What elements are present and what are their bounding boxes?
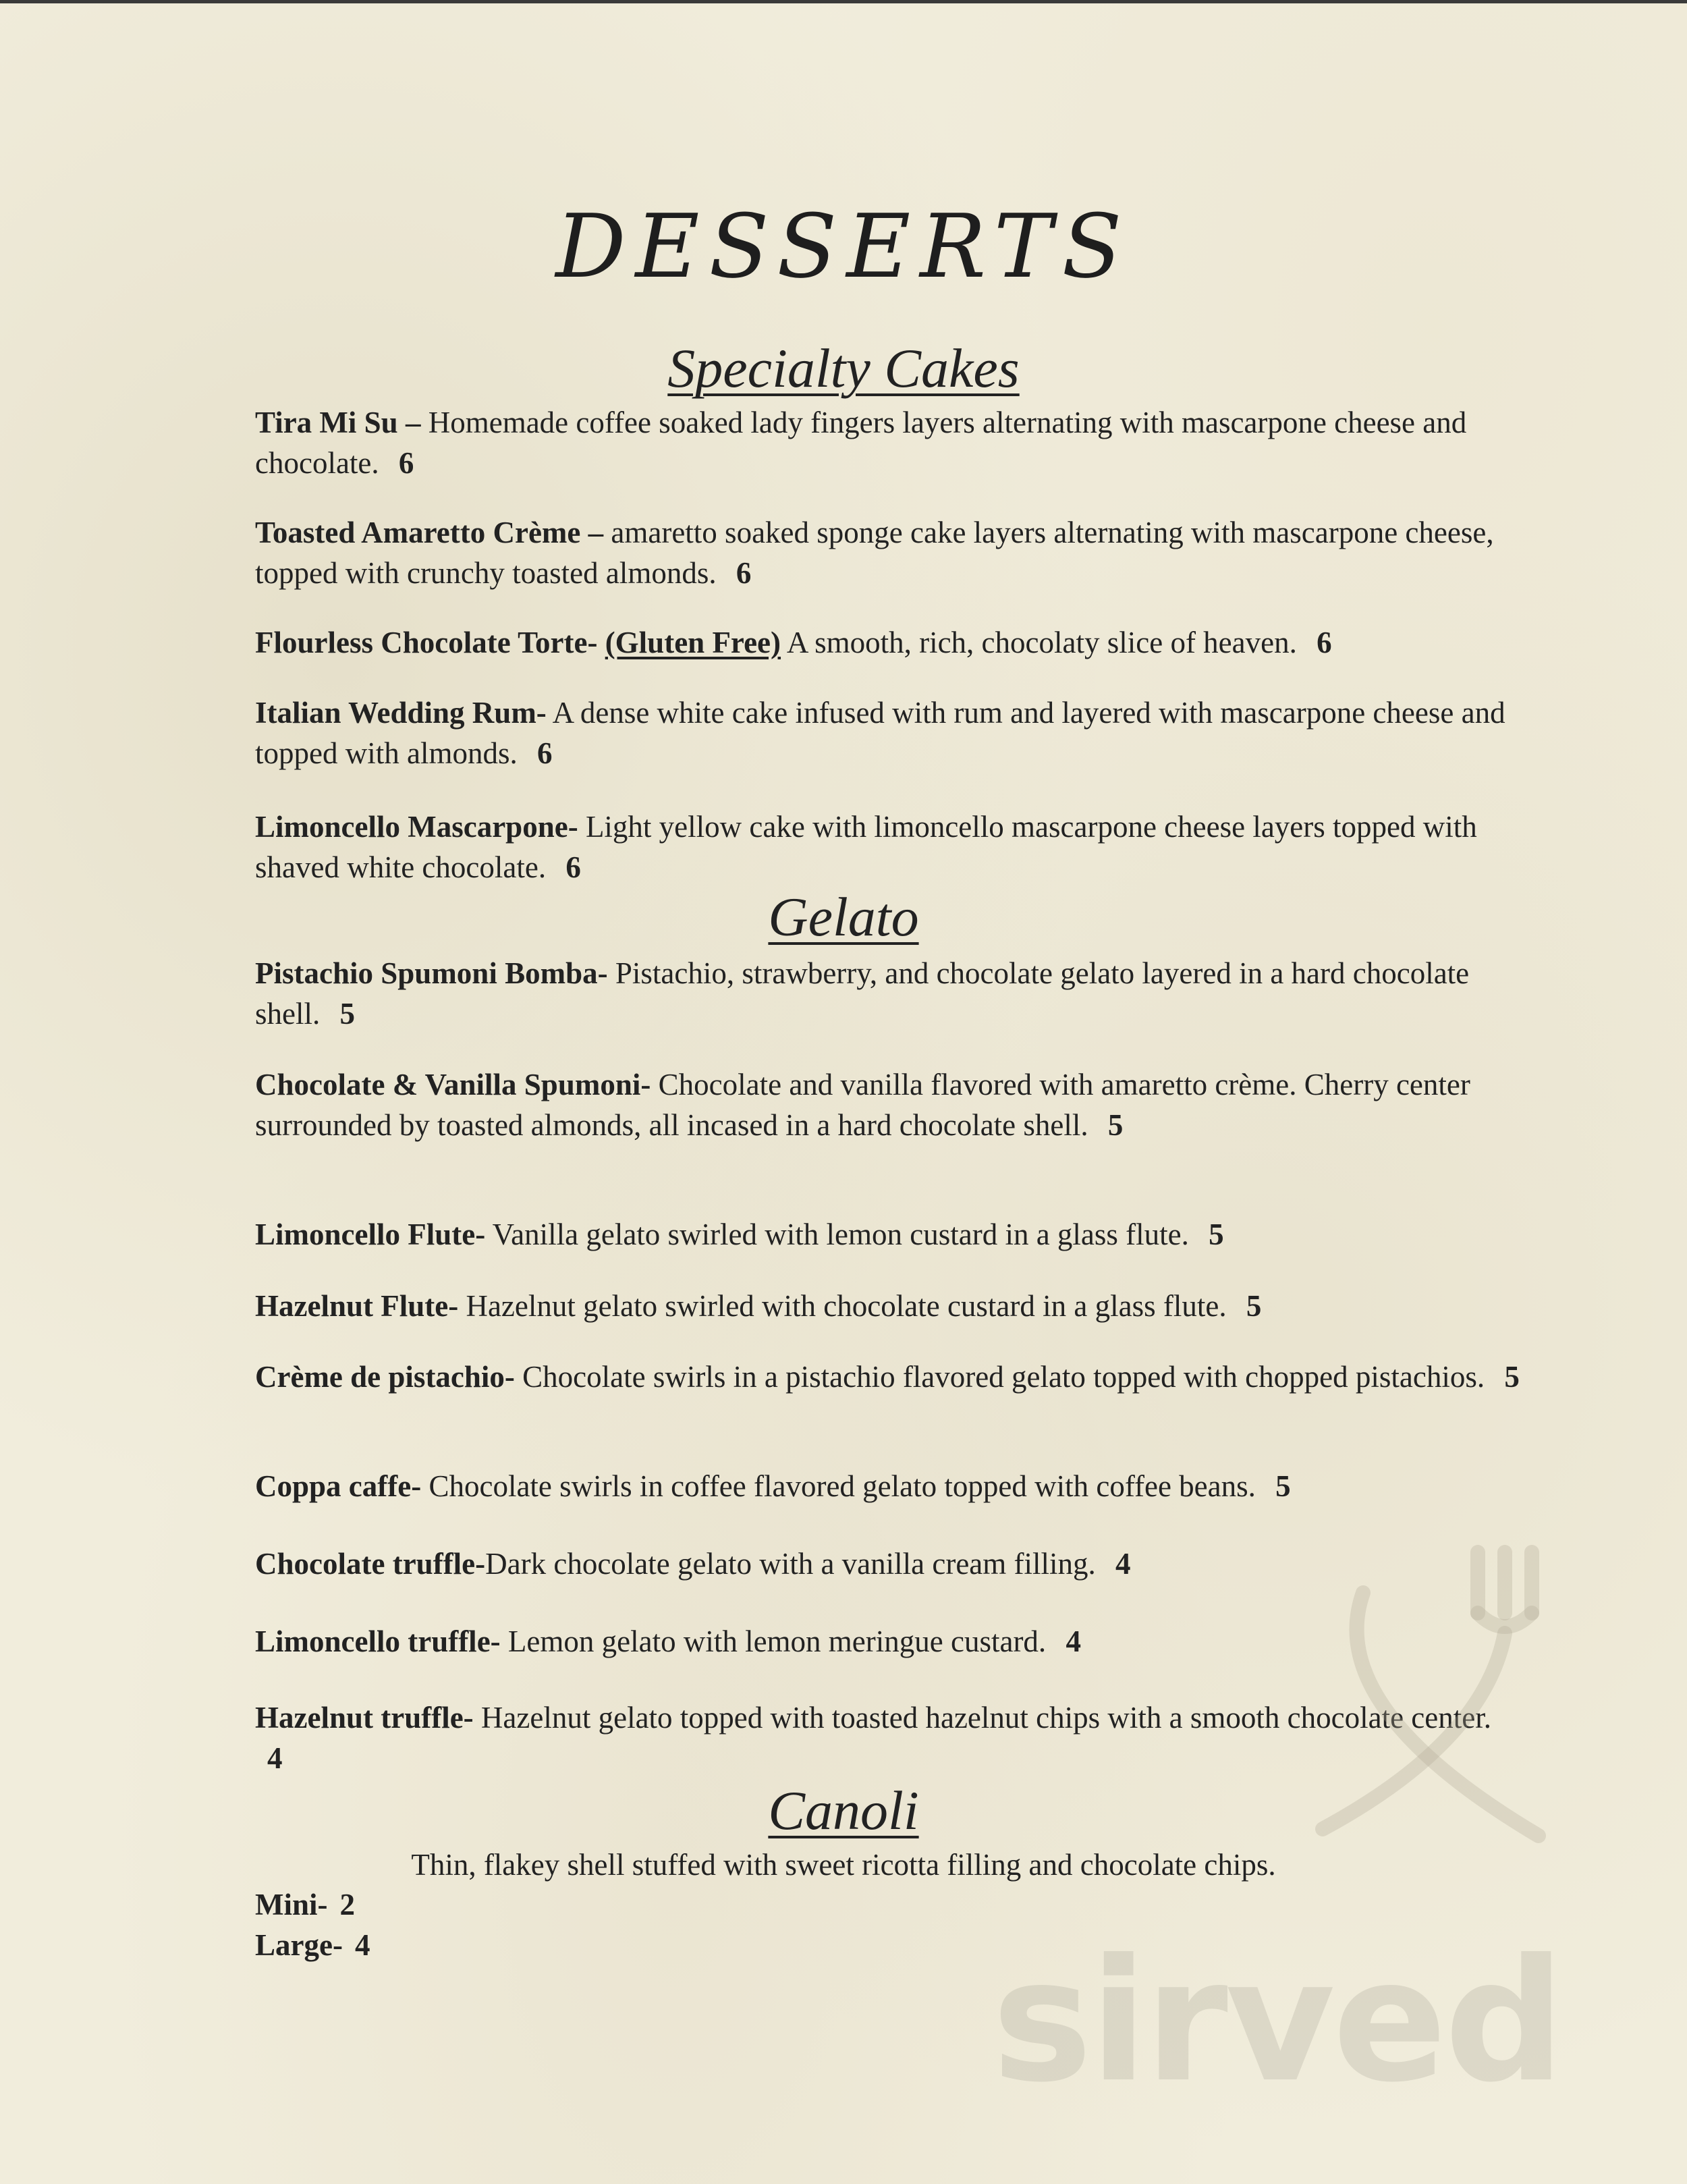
size-label: Large- xyxy=(255,1928,343,1962)
sirved-watermark: sirved xyxy=(992,1923,1563,2119)
menu-item-limoncello-flute xyxy=(255,1214,1524,1255)
item-price: 4 xyxy=(1115,1547,1131,1581)
menu-item-limoncello-mascarpone xyxy=(255,807,1524,888)
item-price: 4 xyxy=(1066,1625,1081,1658)
item-name: Hazelnut Flute- xyxy=(255,1289,459,1323)
item-price: 5 xyxy=(339,997,355,1031)
item-price: 5 xyxy=(1246,1289,1262,1323)
item-name: Hazelnut truffle- xyxy=(255,1701,474,1735)
canoli-size-large xyxy=(255,1925,370,1965)
item-desc: Hazelnut gelato swirled with chocolate custard in a glass flute. xyxy=(466,1289,1227,1323)
item-name: Coppa caffe- xyxy=(255,1469,422,1503)
item-desc: Hazelnut gelato topped with toasted hazelnut chips with a smooth chocolate center. xyxy=(480,1701,1491,1735)
section-heading-canoli: Canoli xyxy=(768,1780,919,1841)
size-label: Mini- xyxy=(255,1888,328,1921)
size-price: 2 xyxy=(339,1888,355,1921)
item-name: Chocolate & Vanilla Spumoni- xyxy=(255,1068,651,1101)
menu-item-flourless-chocolate-torte xyxy=(255,622,1578,663)
item-price: 5 xyxy=(1275,1469,1291,1503)
item-price: 6 xyxy=(565,850,581,884)
menu-item-hazelnut-flute xyxy=(255,1286,1524,1326)
item-name: Tira Mi Su – xyxy=(255,406,421,439)
item-name: Flourless Chocolate Torte- xyxy=(255,626,598,659)
item-price: 5 xyxy=(1209,1218,1224,1251)
item-name: Italian Wedding Rum- xyxy=(255,696,547,730)
menu-item-creme-de-pistachio xyxy=(255,1357,1524,1397)
item-desc: A dense white cake infused with rum and layered with mascarpone cheese and topped with almonds. xyxy=(255,696,1505,770)
menu-item-coppa-caffe xyxy=(255,1466,1524,1506)
item-name: Toasted Amaretto Crème – xyxy=(255,516,604,549)
canoli-size-mini xyxy=(255,1884,355,1925)
item-desc: A smooth, rich, chocolaty slice of heaven. xyxy=(786,626,1297,659)
item-desc: Vanilla gelato swirled with lemon custard in a glass flute. xyxy=(492,1218,1189,1251)
item-desc: Pistachio, strawberry, and chocolate gelato layered in a hard chocolate shell. xyxy=(255,956,1470,1031)
item-desc: Homemade coffee soaked lady fingers layers alternating with mascarpone cheese and chocolate. xyxy=(255,406,1467,480)
item-desc: Chocolate and vanilla flavored with amaretto crème. Cherry center surrounded by toasted almonds, all incased in a hard chocolate shell. xyxy=(255,1068,1470,1142)
item-name: Pistachio Spumoni Bomba- xyxy=(255,956,608,990)
section-heading-gelato: Gelato xyxy=(768,886,919,948)
item-name: Limoncello truffle- xyxy=(255,1625,501,1658)
size-price: 4 xyxy=(354,1928,370,1962)
menu-item-tira-mi-su xyxy=(255,402,1524,483)
menu-title: DESSERTS xyxy=(555,195,1132,298)
item-name: Limoncello Mascarpone- xyxy=(255,810,578,844)
gluten-free-tag: (Gluten Free) xyxy=(605,626,781,659)
item-name: Crème de pistachio- xyxy=(255,1360,515,1394)
item-desc: amaretto soaked sponge cake layers alternating with mascarpone cheese, topped with crunchy toasted almonds. xyxy=(255,516,1494,590)
menu-item-toasted-amaretto-creme xyxy=(255,512,1524,593)
item-desc: Light yellow cake with limoncello mascarpone cheese layers topped with shaved white chocolate. xyxy=(255,810,1477,884)
section-heading-specialty-cakes: Specialty Cakes xyxy=(667,337,1020,399)
item-price: 6 xyxy=(536,736,553,770)
item-desc: Dark chocolate gelato with a vanilla cream filling. xyxy=(485,1547,1096,1581)
menu-item-chocolate-vanilla-spumoni xyxy=(255,1064,1524,1145)
item-name: Limoncello Flute- xyxy=(255,1218,486,1251)
item-price: 6 xyxy=(736,556,752,590)
item-desc: Chocolate swirls in a pistachio flavored gelato topped with chopped pistachios. xyxy=(522,1360,1485,1394)
item-desc: Lemon gelato with lemon meringue custard. xyxy=(507,1625,1047,1658)
item-price: 6 xyxy=(398,446,414,480)
menu-item-italian-wedding-rum xyxy=(255,692,1524,773)
scan-top-edge xyxy=(0,0,1687,3)
menu-item-pistachio-spumoni-bomba xyxy=(255,953,1524,1034)
item-desc: Chocolate swirls in coffee flavored gelato topped with coffee beans. xyxy=(428,1469,1256,1503)
item-price: 6 xyxy=(1317,626,1332,659)
fork-knife-watermark-icon xyxy=(1282,1539,1566,1856)
item-price: 4 xyxy=(267,1741,283,1775)
canoli-description: Thin, flakey shell stuffed with sweet ricotta filling and chocolate chips. xyxy=(411,1848,1276,1882)
item-price: 5 xyxy=(1107,1108,1124,1142)
item-price: 5 xyxy=(1504,1360,1520,1394)
item-name: Chocolate truffle- xyxy=(255,1547,486,1581)
